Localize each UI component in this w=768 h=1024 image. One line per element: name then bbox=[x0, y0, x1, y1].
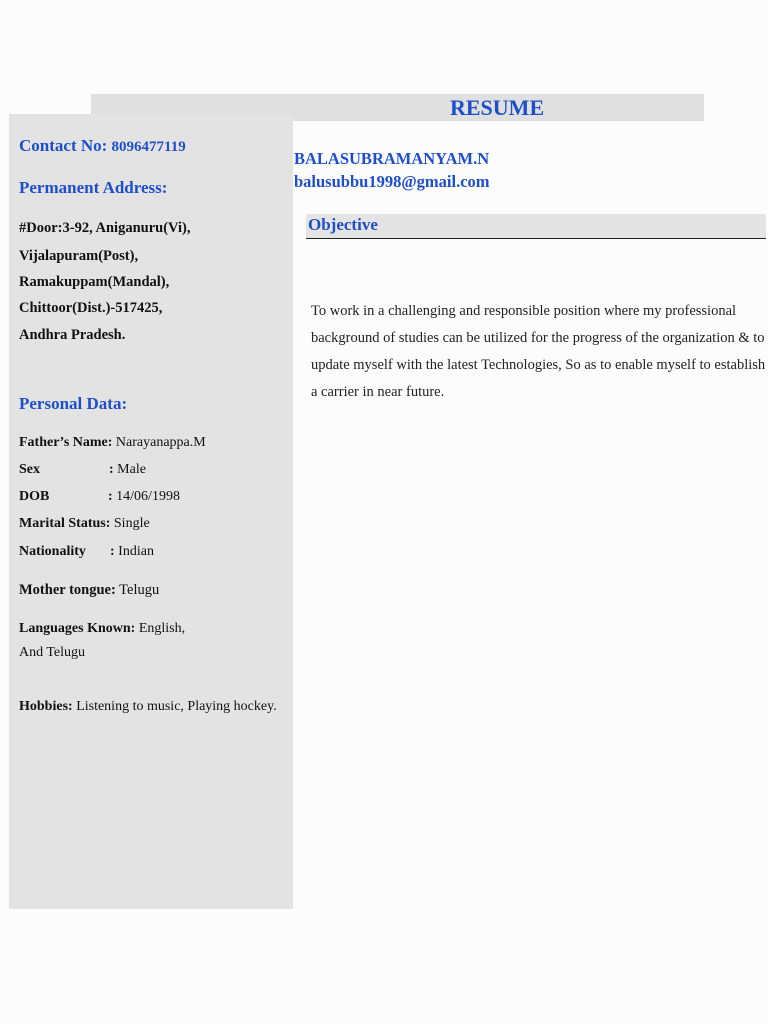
dob-value: 14/06/1998 bbox=[116, 489, 180, 504]
objective-heading: Objective bbox=[308, 215, 378, 234]
mother-tongue-label: Mother tongue: bbox=[19, 582, 116, 598]
nationality-value-row bbox=[110, 544, 154, 560]
nationality-label: Nationality bbox=[19, 544, 86, 559]
nationality-value: Indian bbox=[118, 544, 154, 559]
languages-label: Languages Known: bbox=[19, 621, 136, 636]
dob-label: DOB bbox=[19, 489, 50, 504]
marital-label: Marital Status: bbox=[19, 516, 111, 531]
dob-colon: : bbox=[108, 489, 113, 504]
languages-value-cont: And Telugu bbox=[19, 645, 86, 660]
address-line: Andhra Pradesh. bbox=[19, 327, 126, 343]
father-label: Father’s Name: bbox=[19, 435, 113, 450]
address-line: Vijalapuram(Post), bbox=[19, 248, 139, 264]
hobbies-end: . bbox=[273, 699, 277, 714]
name-block bbox=[294, 147, 490, 193]
marital-row bbox=[19, 516, 150, 532]
sex-label: Sex bbox=[19, 462, 40, 477]
languages-row bbox=[19, 621, 185, 637]
resume-title: RESUME bbox=[450, 95, 545, 120]
candidate-email: balusubbu1998@gmail.com bbox=[294, 172, 490, 191]
hobbies-row bbox=[19, 699, 277, 715]
objective-bar bbox=[306, 214, 766, 239]
hobbies-label: Hobbies: bbox=[19, 699, 73, 714]
contact-label: Contact No: bbox=[19, 136, 108, 155]
nationality-colon: : bbox=[110, 544, 115, 559]
candidate-name: BALASUBRAMANYAM.N bbox=[294, 149, 490, 168]
hobbies-value: Listening to music, Playing hockey bbox=[76, 699, 274, 714]
dob-value-row bbox=[108, 489, 180, 505]
sex-value-row bbox=[109, 462, 146, 478]
nationality-row bbox=[19, 544, 86, 560]
sex-colon: : bbox=[109, 462, 114, 477]
address-line: #Door:3-92, Aniganuru(Vi), bbox=[19, 220, 191, 236]
objective-text: To work in a challenging and responsible position where my professional background of studies can be utilized for the progress of the organization & to update myself with the latest Technologies, So as to enable myself to establish a carrier in near future. bbox=[311, 303, 766, 400]
contact-row bbox=[19, 136, 186, 156]
contact-value: 8096477119 bbox=[111, 139, 186, 155]
address-line: Ramakuppam(Mandal), bbox=[19, 274, 170, 290]
father-value: Narayanappa.M bbox=[115, 435, 206, 450]
mother-tongue-row bbox=[19, 582, 159, 599]
address-heading: Permanent Address: bbox=[19, 178, 168, 197]
marital-value: Single bbox=[113, 516, 150, 531]
languages-value: English, bbox=[138, 621, 186, 636]
sex-row bbox=[19, 462, 40, 478]
father-name-row bbox=[19, 435, 206, 451]
dob-row bbox=[19, 489, 49, 505]
mother-tongue-value: Telugu bbox=[119, 582, 160, 598]
sex-value: Male bbox=[117, 462, 146, 477]
personal-data-heading: Personal Data: bbox=[19, 394, 128, 413]
address-line: Chittoor(Dist.)-517425, bbox=[19, 300, 163, 316]
